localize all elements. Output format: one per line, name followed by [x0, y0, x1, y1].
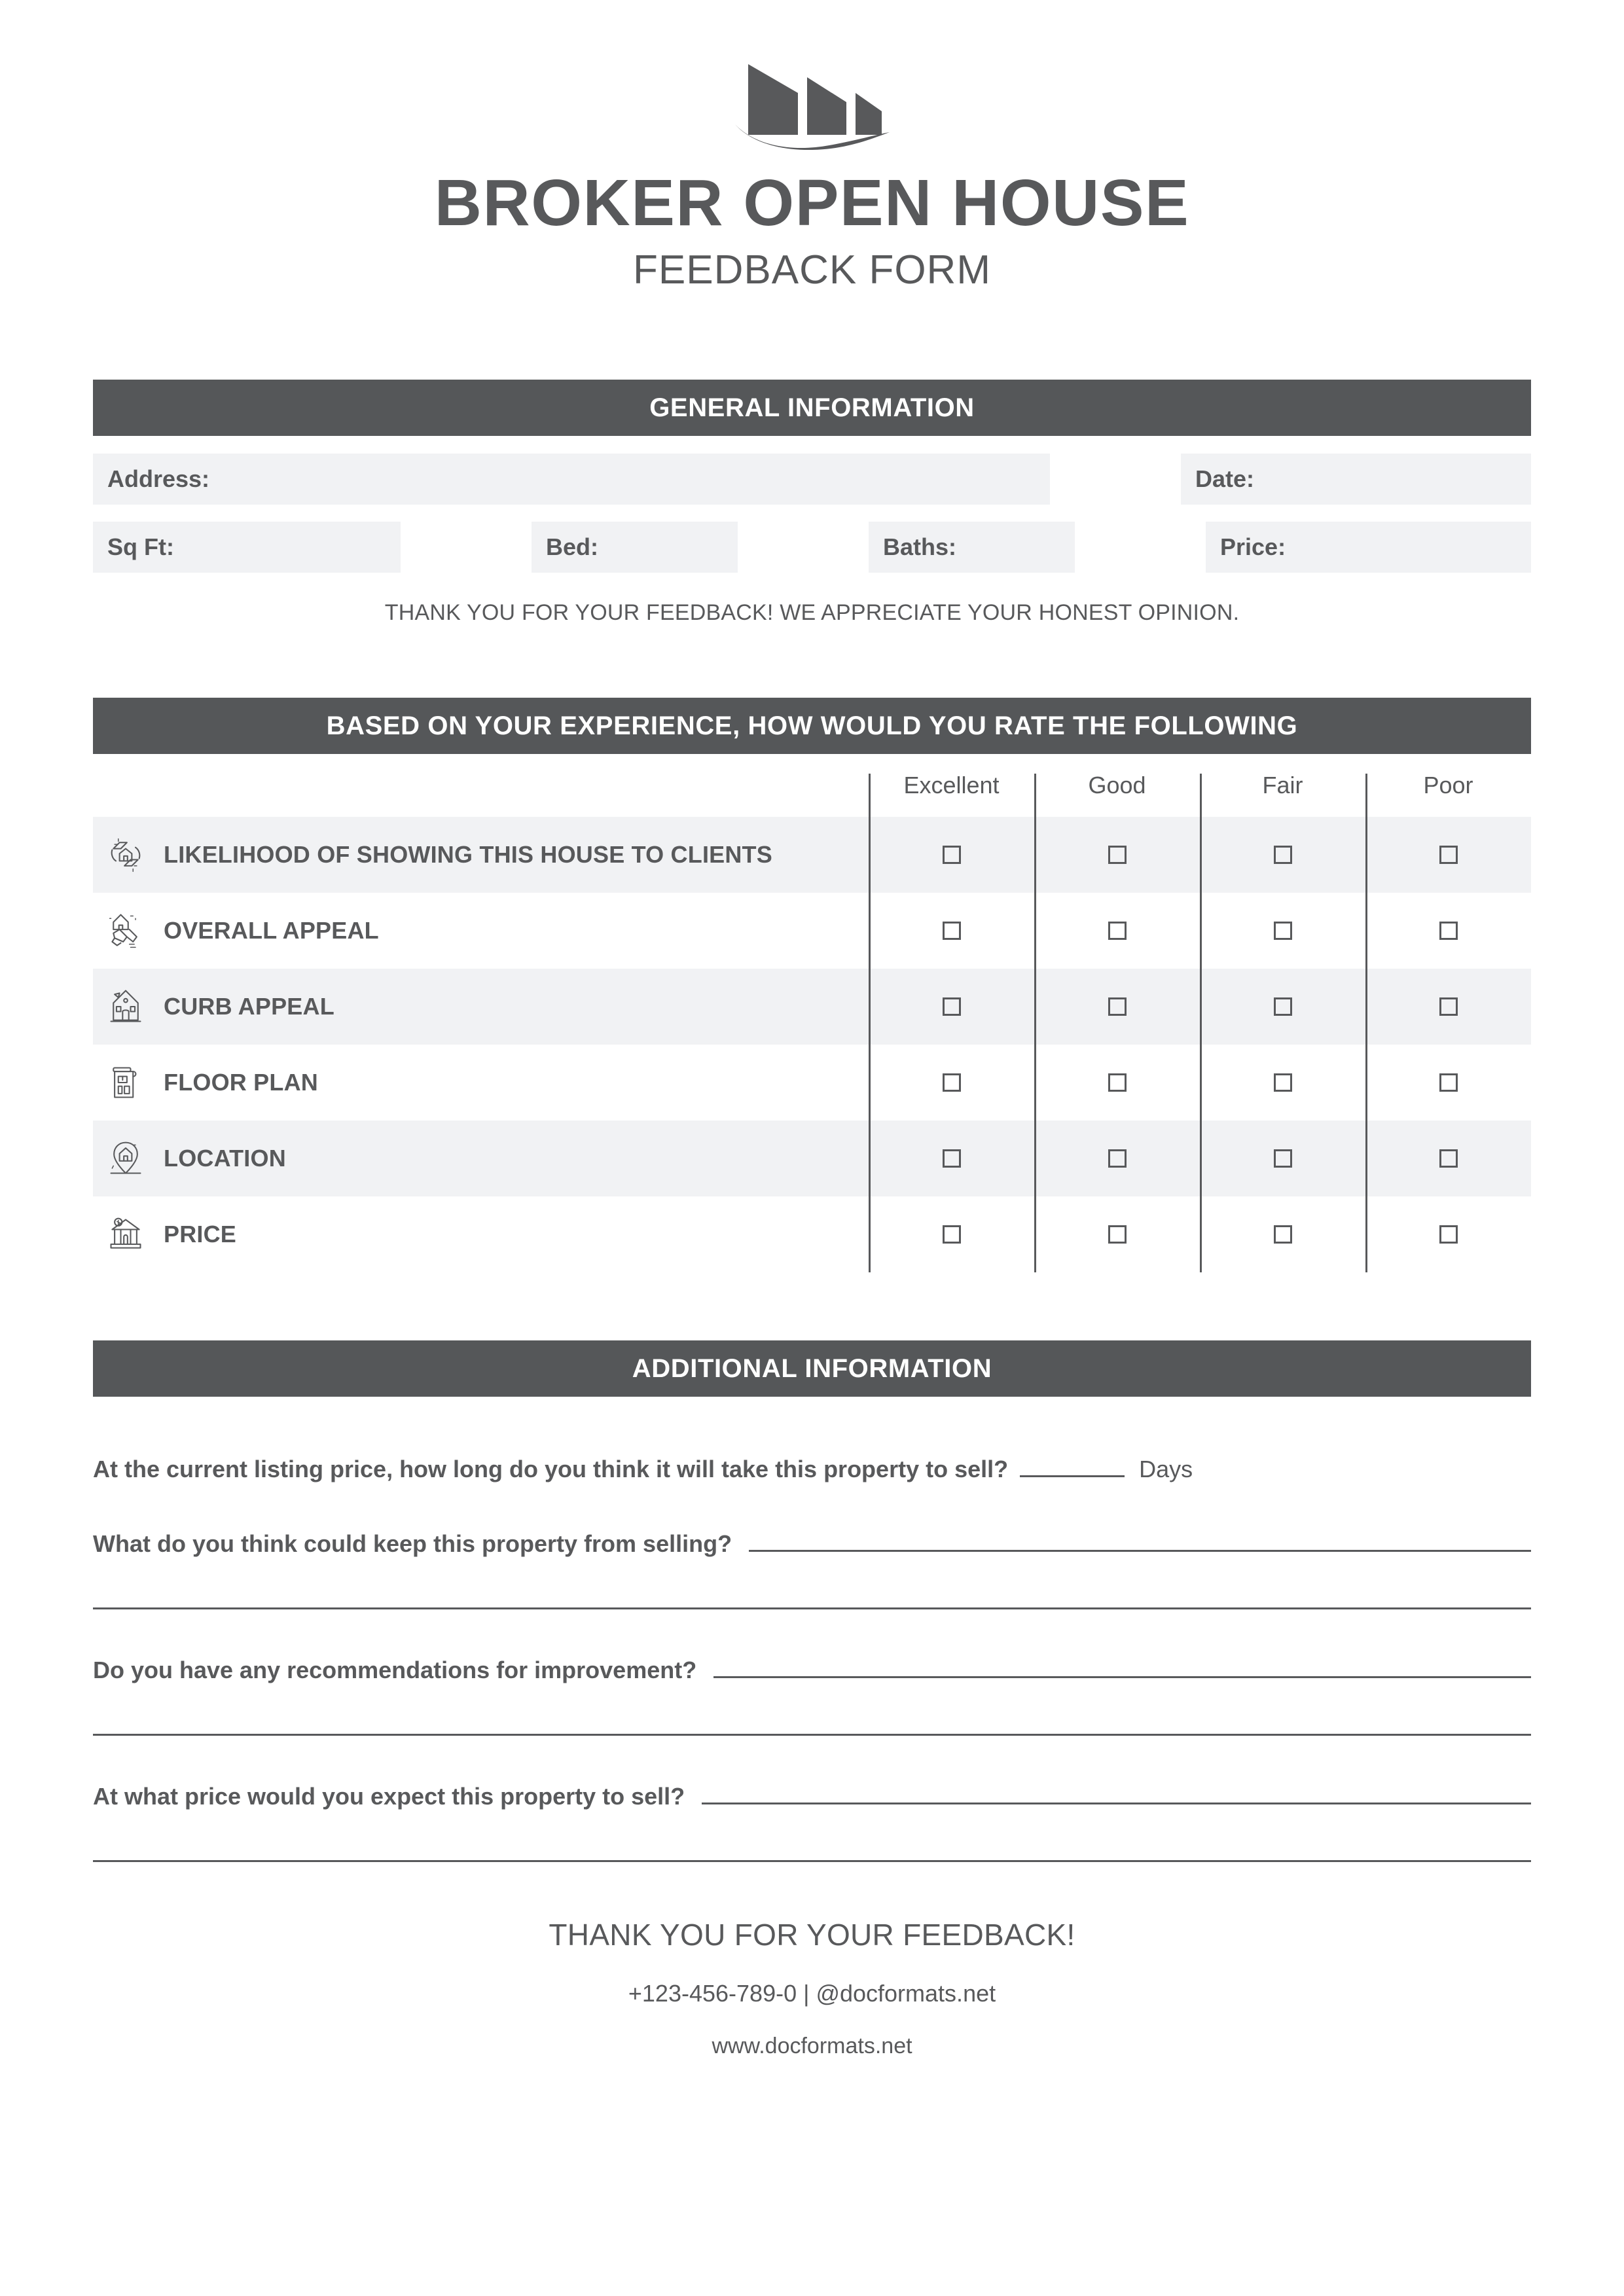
spacer	[738, 522, 869, 573]
checkbox[interactable]	[1274, 1225, 1292, 1244]
column-divider	[1200, 774, 1202, 1272]
checkbox-cell-good[interactable]	[1034, 846, 1200, 864]
checkbox-cell-fair[interactable]	[1200, 1225, 1365, 1244]
checkbox[interactable]	[1439, 997, 1458, 1016]
address-field[interactable]	[93, 454, 1050, 505]
answer-input-line[interactable]	[702, 1784, 1531, 1804]
checkbox-cell-fair[interactable]	[1200, 846, 1365, 864]
general-info-row-2	[93, 522, 1531, 573]
house-front-facade-icon	[105, 986, 147, 1028]
question-keep-from-selling	[93, 1530, 1531, 1558]
checkbox[interactable]	[1439, 1149, 1458, 1168]
rating-row-label-cell	[93, 1213, 869, 1255]
answer-input-line-continued[interactable]	[93, 1734, 1531, 1736]
checkbox[interactable]	[1274, 846, 1292, 864]
rating-table	[93, 754, 1531, 1272]
checkbox-cell-poor[interactable]	[1365, 1073, 1531, 1092]
checkbox-cell-poor[interactable]	[1365, 922, 1531, 940]
footer-thanks-text: THANK YOU FOR YOUR FEEDBACK!	[549, 1918, 1075, 1952]
rating-row-label: LIKELIHOOD OF SHOWING THIS HOUSE TO CLIENTS	[164, 841, 772, 869]
rating-row-label: FLOOR PLAN	[164, 1069, 318, 1096]
price-label: Price:	[1220, 533, 1286, 561]
handshake-house-icon	[105, 910, 147, 952]
price-field[interactable]	[1206, 522, 1531, 573]
checkbox-cell-fair[interactable]	[1200, 997, 1365, 1016]
checkbox-cell-excellent[interactable]	[869, 997, 1034, 1016]
checkbox[interactable]	[1439, 1225, 1458, 1244]
page-title: BROKER OPEN HOUSE	[434, 166, 1190, 240]
checkbox-cell-excellent[interactable]	[869, 1225, 1034, 1244]
question-expected-price	[93, 1783, 1531, 1810]
column-divider	[1365, 774, 1367, 1272]
footer-website-text[interactable]: www.docformats.net	[712, 2034, 912, 2059]
checkbox[interactable]	[1439, 1073, 1458, 1092]
checkbox[interactable]	[1274, 922, 1292, 940]
bed-field[interactable]	[532, 522, 738, 573]
checkbox-cell-fair[interactable]	[1200, 1073, 1365, 1092]
checkbox[interactable]	[1274, 1149, 1292, 1168]
hands-holding-house-icon	[105, 834, 147, 876]
column-header-excellent: Excellent	[903, 772, 1000, 799]
checkbox[interactable]	[943, 846, 961, 864]
general-info-row-1	[93, 454, 1531, 505]
checkbox-cell-poor[interactable]	[1365, 997, 1531, 1016]
checkbox-cell-fair[interactable]	[1200, 922, 1365, 940]
checkbox-cell-poor[interactable]	[1365, 1149, 1531, 1168]
table-row	[93, 1045, 1531, 1121]
rating-row-label: LOCATION	[164, 1145, 286, 1172]
spacer	[401, 522, 532, 573]
answer-input-line-continued[interactable]	[93, 1860, 1531, 1862]
checkbox[interactable]	[1274, 997, 1292, 1016]
checkbox[interactable]	[943, 922, 961, 940]
question-text: At the current listing price, how long do you think it will take this property to sell?	[93, 1456, 1009, 1483]
checkbox-cell-poor[interactable]	[1365, 1225, 1531, 1244]
rating-row-label: CURB APPEAL	[164, 993, 334, 1020]
checkbox-cell-good[interactable]	[1034, 997, 1200, 1016]
rating-row-label-cell	[93, 1138, 869, 1179]
checkbox[interactable]	[1108, 1073, 1127, 1092]
section-header-general-information: GENERAL INFORMATION	[93, 380, 1531, 436]
checkbox[interactable]	[1439, 922, 1458, 940]
rating-row-label-cell	[93, 1062, 869, 1103]
document-footer	[93, 1917, 1531, 2059]
question-recommendations	[93, 1657, 1531, 1684]
checkbox[interactable]	[1108, 1149, 1127, 1168]
question-text: What do you think could keep this property from selling?	[93, 1530, 732, 1558]
answer-input-line[interactable]	[749, 1532, 1531, 1552]
checkbox-cell-good[interactable]	[1034, 1225, 1200, 1244]
section-header-additional-information: ADDITIONAL INFORMATION	[93, 1340, 1531, 1397]
column-header-good: Good	[1088, 772, 1146, 799]
checkbox[interactable]	[1108, 1225, 1127, 1244]
rating-row-label-cell	[93, 986, 869, 1028]
document-header	[93, 0, 1531, 293]
checkbox[interactable]	[943, 1225, 961, 1244]
page-subtitle: FEEDBACK FORM	[633, 247, 991, 293]
appreciation-note: THANK YOU FOR YOUR FEEDBACK! WE APPRECIATE YOUR HONEST OPINION.	[384, 600, 1240, 626]
question-text: Do you have any recommendations for improvement?	[93, 1657, 697, 1684]
map-pin-house-icon	[105, 1138, 147, 1179]
checkbox-cell-good[interactable]	[1034, 922, 1200, 940]
checkbox[interactable]	[943, 997, 961, 1016]
column-header-fair: Fair	[1262, 772, 1303, 799]
table-row	[93, 1121, 1531, 1196]
checkbox[interactable]	[1274, 1073, 1292, 1092]
buildings-skyline-logo-icon	[734, 55, 891, 151]
checkbox-cell-excellent[interactable]	[869, 1149, 1034, 1168]
column-divider	[1034, 774, 1036, 1272]
answer-input-line-continued[interactable]	[93, 1607, 1531, 1609]
baths-field[interactable]	[869, 522, 1075, 573]
checkbox[interactable]	[943, 1149, 961, 1168]
logo	[93, 54, 1531, 151]
checkbox-cell-excellent[interactable]	[869, 1073, 1034, 1092]
rating-table-header-row	[93, 754, 1531, 817]
column-header-poor: Poor	[1423, 772, 1473, 799]
rating-row-label: PRICE	[164, 1221, 237, 1248]
table-row	[93, 969, 1531, 1045]
sqft-label: Sq Ft:	[107, 533, 174, 561]
footer-contact-text: +123-456-789-0 | @docformats.net	[628, 1980, 996, 2007]
bank-building-icon	[105, 1213, 147, 1255]
checkbox[interactable]	[1108, 997, 1127, 1016]
address-label: Address:	[107, 465, 210, 493]
additional-questions	[93, 1397, 1531, 1862]
checkbox[interactable]	[1108, 846, 1127, 864]
checkbox-cell-good[interactable]	[1034, 1073, 1200, 1092]
date-field[interactable]	[1181, 454, 1531, 505]
question-text: At what price would you expect this property to sell?	[93, 1783, 685, 1810]
rating-row-label-cell	[93, 910, 869, 952]
column-divider	[869, 774, 871, 1272]
bed-label: Bed:	[546, 533, 598, 561]
days-answer-input[interactable]	[1020, 1453, 1125, 1477]
rating-row-label-cell	[93, 834, 869, 876]
checkbox-cell-excellent[interactable]	[869, 846, 1034, 864]
checkbox-cell-poor[interactable]	[1365, 846, 1531, 864]
spacer	[1075, 522, 1206, 573]
table-row	[93, 817, 1531, 893]
checkbox-cell-good[interactable]	[1034, 1149, 1200, 1168]
date-label: Date:	[1195, 465, 1255, 493]
table-row	[93, 1196, 1531, 1272]
question-days-to-sell	[93, 1453, 1531, 1483]
checkbox-cell-excellent[interactable]	[869, 922, 1034, 940]
table-row	[93, 893, 1531, 969]
spacer	[1050, 454, 1181, 505]
days-unit-label: Days	[1139, 1456, 1193, 1483]
rating-row-label: OVERALL APPEAL	[164, 917, 379, 944]
checkbox[interactable]	[1108, 922, 1127, 940]
sqft-field[interactable]	[93, 522, 401, 573]
checkbox-cell-fair[interactable]	[1200, 1149, 1365, 1168]
checkbox[interactable]	[1439, 846, 1458, 864]
baths-label: Baths:	[883, 533, 957, 561]
section-header-rating: BASED ON YOUR EXPERIENCE, HOW WOULD YOU RATE THE FOLLOWING	[93, 698, 1531, 754]
checkbox[interactable]	[943, 1073, 961, 1092]
blueprint-floorplan-icon	[105, 1062, 147, 1103]
answer-input-line[interactable]	[713, 1658, 1531, 1678]
